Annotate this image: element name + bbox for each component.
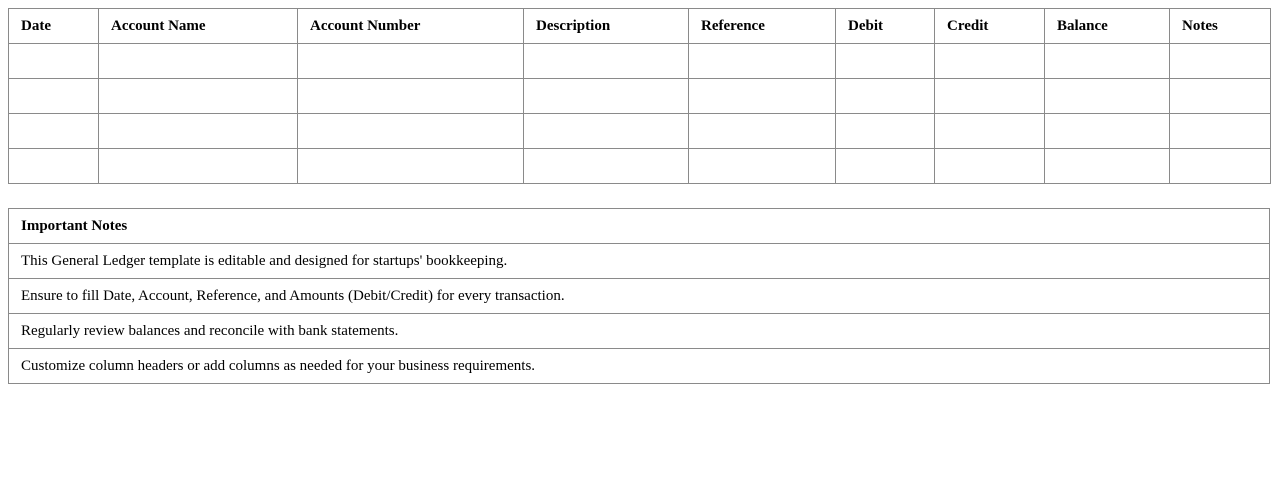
notes-heading-row	[9, 209, 1270, 244]
column-header-account-number: Account Number	[298, 9, 524, 44]
table-cell[interactable]	[689, 114, 836, 149]
table-cell[interactable]	[99, 114, 298, 149]
column-header-reference: Reference	[689, 9, 836, 44]
column-header-date: Date	[9, 9, 99, 44]
table-cell[interactable]	[298, 44, 524, 79]
note-item: Customize column headers or add columns as needed for your business requirements.	[9, 349, 1270, 384]
table-cell[interactable]	[524, 44, 689, 79]
table-cell[interactable]	[836, 44, 935, 79]
table-cell[interactable]	[689, 44, 836, 79]
table-cell[interactable]	[1045, 149, 1170, 184]
table-cell[interactable]	[1045, 114, 1170, 149]
table-cell[interactable]	[9, 44, 99, 79]
ledger-header-row	[9, 9, 1271, 44]
note-item: Regularly review balances and reconcile with bank statements.	[9, 314, 1270, 349]
table-cell[interactable]	[1170, 149, 1271, 184]
table-cell[interactable]	[9, 79, 99, 114]
table-cell[interactable]	[524, 149, 689, 184]
note-item: This General Ledger template is editable and designed for startups' bookkeeping.	[9, 244, 1270, 279]
notes-row	[9, 279, 1270, 314]
table-cell[interactable]	[99, 149, 298, 184]
table-cell[interactable]	[689, 79, 836, 114]
table-cell[interactable]	[99, 79, 298, 114]
table-cell[interactable]	[524, 79, 689, 114]
table-cell[interactable]	[9, 149, 99, 184]
notes-heading: Important Notes	[9, 209, 1270, 244]
table-cell[interactable]	[298, 114, 524, 149]
table-cell[interactable]	[298, 149, 524, 184]
table-cell[interactable]	[1170, 79, 1271, 114]
column-header-credit: Credit	[935, 9, 1045, 44]
column-header-notes: Notes	[1170, 9, 1271, 44]
table-cell[interactable]	[99, 44, 298, 79]
table-row	[9, 44, 1271, 79]
table-cell[interactable]	[935, 114, 1045, 149]
table-cell[interactable]	[1170, 44, 1271, 79]
column-header-account-name: Account Name	[99, 9, 298, 44]
table-cell[interactable]	[1045, 79, 1170, 114]
table-cell[interactable]	[935, 149, 1045, 184]
table-cell[interactable]	[836, 79, 935, 114]
notes-row	[9, 314, 1270, 349]
column-header-debit: Debit	[836, 9, 935, 44]
notes-row	[9, 244, 1270, 279]
table-row	[9, 149, 1271, 184]
table-cell[interactable]	[935, 79, 1045, 114]
table-cell[interactable]	[689, 149, 836, 184]
notes-row	[9, 349, 1270, 384]
table-cell[interactable]	[298, 79, 524, 114]
table-cell[interactable]	[1170, 114, 1271, 149]
table-row	[9, 79, 1271, 114]
table-cell[interactable]	[9, 114, 99, 149]
column-header-balance: Balance	[1045, 9, 1170, 44]
notes-table	[8, 208, 1270, 384]
table-cell[interactable]	[1045, 44, 1170, 79]
table-cell[interactable]	[935, 44, 1045, 79]
column-header-description: Description	[524, 9, 689, 44]
ledger-table	[8, 8, 1271, 184]
table-cell[interactable]	[836, 149, 935, 184]
table-cell[interactable]	[836, 114, 935, 149]
note-item: Ensure to fill Date, Account, Reference, and Amounts (Debit/Credit) for every transaction.	[9, 279, 1270, 314]
table-row	[9, 114, 1271, 149]
table-cell[interactable]	[524, 114, 689, 149]
